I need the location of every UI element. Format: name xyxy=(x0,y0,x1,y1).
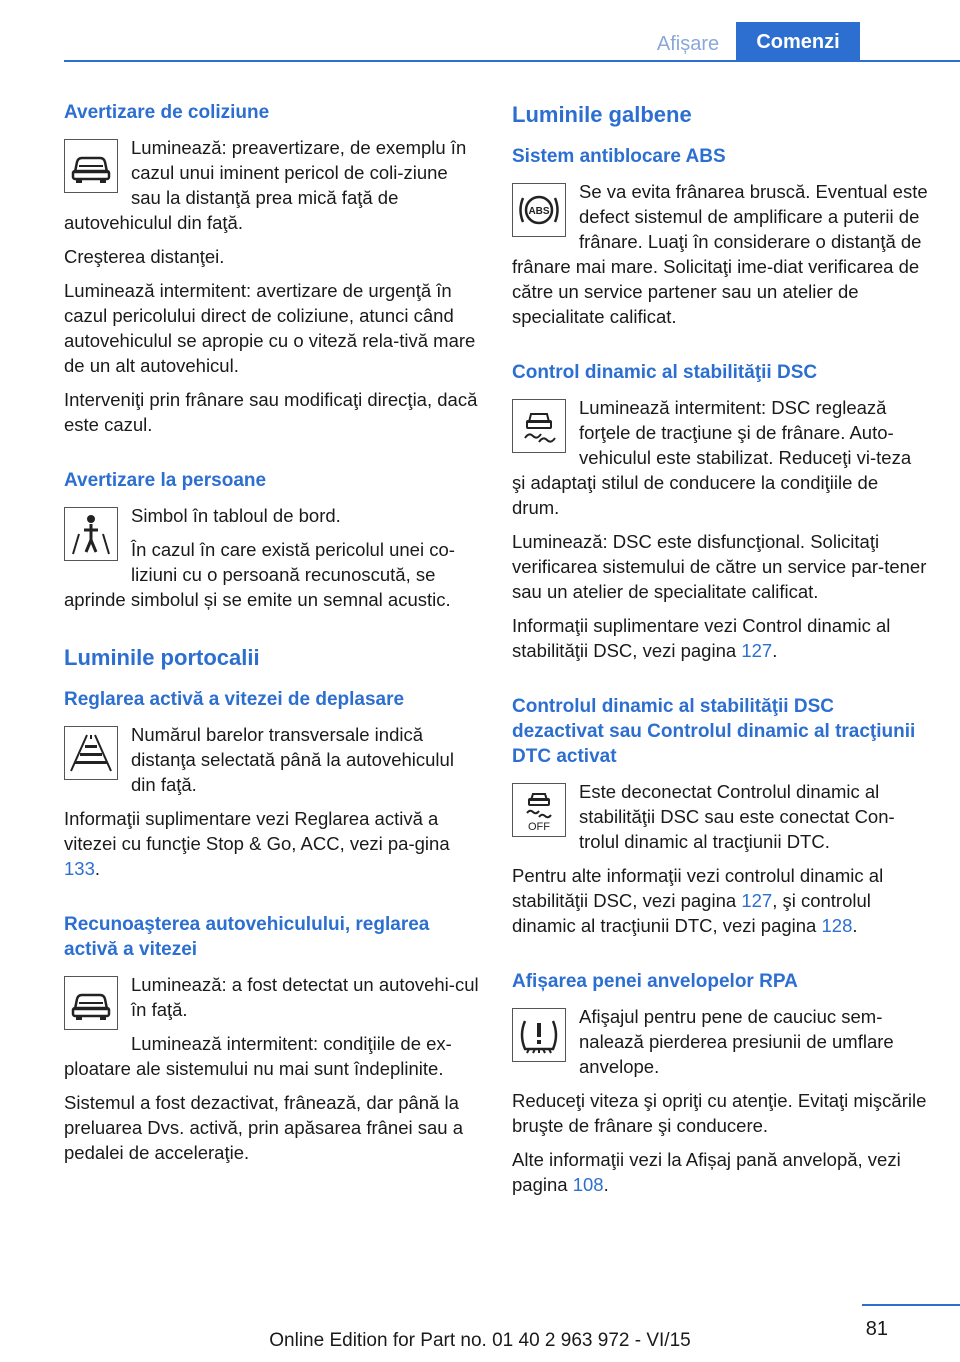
right-column xyxy=(512,100,928,1206)
dsc-text-3 xyxy=(512,613,928,663)
vehicle-text-1: Luminează: a fost detectat un autovehi‐cul în faţă. xyxy=(131,974,479,1020)
section-title-dsc: Control dinamic al stabilităţii DSC xyxy=(512,362,818,383)
collision-text-1: Luminează: preavertizare, de exemplu în cazul unui iminent pericol de coli‐ziune sau la distanţă prea mică faţă de autovehiculul din faţă. xyxy=(64,137,467,233)
dsc-off-label: OFF xyxy=(528,821,550,833)
collision-text-3: Luminează intermitent: avertizare de urgenţă în cazul pericolului direct de coliziune, atunci când autovehiculul se apropie cu o viteză rela‐tivă mare de un alt autovehicul. xyxy=(64,280,476,376)
dsc-off-text-1: Este deconectat Controlul dinamic al stabilităţii DSC sau este conectat Con‐trolul dinamic al tracţiunii DTC. xyxy=(579,781,895,852)
left-column xyxy=(64,100,480,1174)
tire-pressure-warning-icon xyxy=(512,1008,566,1062)
section-title-pedestrian-warning: Avertizare la persoane xyxy=(64,470,267,491)
page-link-127[interactable]: 127 xyxy=(741,640,773,661)
rpa-text-3-pre: Alte informaţii vezi la Afișaj pană anvelopă, vezi pagina xyxy=(512,1149,901,1195)
heading-yellow-lights: Luminile galbene xyxy=(512,102,692,127)
tab-comenzi[interactable]: Comenzi xyxy=(736,22,860,62)
car-front-icon xyxy=(64,139,118,193)
rpa-text-3-post: . xyxy=(603,1174,609,1195)
rpa-text-2: Reduceţi viteza şi opriţi cu atenţie. Evitaţi mişcările bruşte de frânare şi conducere. xyxy=(512,1090,927,1136)
dsc-text-1: Luminează intermitent: DSC reglează forţele de tracţiune şi de frânare. Auto‐vehiculul este stabilizat. Reduceţi vi‐teza şi adaptaţi stilul de conducere la condiţiile de drum. xyxy=(512,397,912,518)
footer-rule xyxy=(862,1304,960,1306)
page-link-128[interactable]: 128 xyxy=(821,915,853,936)
acc-text-2 xyxy=(64,806,480,881)
dsc-text-2: Luminează: DSC este disfuncţional. Solicitaţi verificarea sistemului de către un service par‐tener sau un atelier de specialitate calificat. xyxy=(512,531,927,602)
distance-bars-icon xyxy=(64,726,118,780)
heading-orange-lights: Luminile portocalii xyxy=(64,645,260,670)
acc-text-2-pre: Informaţii suplimentare vezi Reglarea activă a vitezei cu funcţie Stop & Go, ACC, vezi pa‐gina xyxy=(64,808,450,854)
pedestrian-text-2: În cazul în care există pericolul unei co‐liziuni cu o persoană recunoscută, se aprinde simbolul și se emite un semnal acustic. xyxy=(64,539,455,610)
pedestrian-icon xyxy=(64,507,118,561)
collision-text-2: Creşterea distanţei. xyxy=(64,246,225,267)
dsc-off-icon xyxy=(512,783,566,837)
section-title-acc: Reglarea activă a vitezei de deplasare xyxy=(64,689,405,710)
page-link-133[interactable]: 133 xyxy=(64,858,95,879)
rpa-text-3 xyxy=(512,1147,928,1197)
acc-text-2-post: . xyxy=(94,858,101,879)
page-link-127[interactable]: 127 xyxy=(741,890,773,911)
abs-icon xyxy=(512,183,566,237)
header-rule xyxy=(64,60,960,62)
edition-footer: Online Edition for Part no. 01 40 2 963 972 - VI/15 xyxy=(269,1330,691,1351)
pedestrian-text-1: Simbol în tabloul de bord. xyxy=(131,505,341,526)
page-link-108[interactable]: 108 xyxy=(572,1174,604,1195)
section-title-rpa: Afișarea penei anvelopelor RPA xyxy=(512,971,798,992)
svg-text:ABS: ABS xyxy=(528,206,550,217)
car-front-icon xyxy=(64,976,118,1030)
section-title-collision-warning: Avertizare de coliziune xyxy=(64,102,270,123)
dsc-off-text-2 xyxy=(512,863,928,938)
section-title-abs: Sistem antiblocare ABS xyxy=(512,146,726,167)
section-title-dsc-off: Controlul dinamic al stabilităţii DSC dezactivat sau Controlul dinamic al tracţiunii DTC activat xyxy=(512,696,916,767)
rpa-text-1: Afişajul pentru pene de cauciuc sem‐nalează pierderea presiunii de umflare anvelope. xyxy=(579,1006,894,1077)
dsc-off-text-2-pre: Pentru alte informaţii vezi controlul dinamic al stabilităţii DSC, vezi pagina xyxy=(512,865,884,911)
dsc-off-text-2-mid: , şi controlul dinamic al tracţiunii DTC, vezi pagina xyxy=(512,890,871,936)
dsc-text-3-pre: Informaţii suplimentare vezi Control dinamic al stabilităţii DSC, vezi pagina xyxy=(512,615,891,661)
acc-text-1: Numărul barelor transversale indică distanţa selectată până la autovehiculul din faţă. xyxy=(131,724,454,795)
section-title-vehicle-detection: Recunoaşterea autovehiculului, reglarea activă a vitezei xyxy=(64,914,430,960)
vehicle-text-3: Sistemul a fost dezactivat, frânează, dar până la preluarea Dvs. activă, prin apăsarea frânei sau a pedalei de acceleraţie. xyxy=(64,1092,463,1163)
collision-text-4: Interveniţi prin frânare sau modificaţi direcţia, dacă este cazul. xyxy=(64,389,478,435)
abs-text-1: Se va evita frânarea bruscă. Eventual este defect sistemul de amplificare a puterii de frânare. Luaţi în considerare o distanţă de frânare mai mare. Solicitaţi ime‐diat verificarea de către un service partener sau un atelier de specialitate calificat. xyxy=(512,181,928,327)
tab-afisare[interactable]: Afișare xyxy=(656,32,720,55)
dsc-icon xyxy=(512,399,566,453)
dsc-off-text-2-post: . xyxy=(852,915,858,936)
page-number: 81 xyxy=(865,1318,888,1340)
dsc-text-3-post: . xyxy=(772,640,778,661)
vehicle-text-2: Luminează intermitent: condiţiile de ex‐ploatare ale sistemului nu mai sunt îndeplinite. xyxy=(64,1033,452,1079)
